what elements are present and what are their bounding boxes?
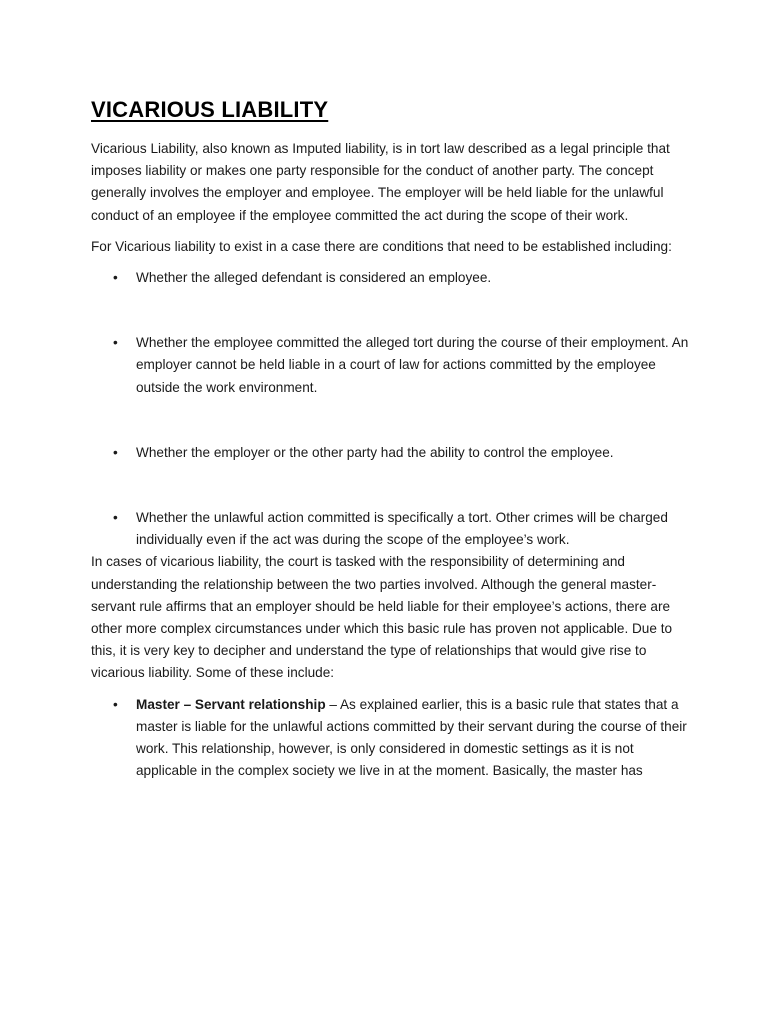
bullet-icon: • xyxy=(113,510,118,526)
bullet-icon: • xyxy=(113,696,118,712)
list-item xyxy=(91,442,691,464)
document-body xyxy=(91,96,691,782)
conditions-intro-paragraph: For Vicarious liability to exist in a case there are conditions that need to be established including: xyxy=(91,238,672,254)
condition-text: Whether the employer or the other party had the ability to control the employee. xyxy=(136,444,614,460)
bullet-icon: • xyxy=(113,270,118,286)
document-title: VICARIOUS LIABILITY xyxy=(91,97,329,122)
condition-text: Whether the employee committed the alleged tort during the course of their employment. An employer cannot be held liable in a court of law for actions committed by the employee outside the work environment. xyxy=(136,335,689,395)
intro-paragraph: Vicarious Liability, also known as Imputed liability, is in tort law described as a legal principle that imposes liability or makes one party responsible for the conduct of another party. The concept generally involves the employer and employee. The employer will be held liable for the unlawful conduct of an employee if the employee committed the act during the scope of their work. xyxy=(91,141,670,223)
bullet-icon: • xyxy=(113,444,118,460)
relationships-paragraph: In cases of vicarious liability, the court is tasked with the responsibility of determining and understanding the relationship between the two parties involved. Although the general master-servant rule affirms that an employer should be held liable for their employee’s actions, there are other more complex circumstances under which this basic rule has proven not applicable. Due to this, it is very key to decipher and understand the type of relationships that would give rise to vicarious liability. Some of these include: xyxy=(91,554,673,681)
condition-text: Whether the unlawful action committed is specifically a tort. Other crimes will be charged individually even if the act was during the scope of the employee’s work. xyxy=(136,510,668,548)
relationship-term: Master – Servant relationship xyxy=(136,696,326,712)
bullet-icon: • xyxy=(113,335,118,351)
relationship-text: – As explained earlier, this is a basic rule that states that a master is liable for the unlawful actions committed by their servant during the course of their work. This relationship, however, is only considered in domestic settings as it is not applicable in the complex society we live in at the moment. Basically, the master has xyxy=(136,696,687,779)
conditions-list xyxy=(91,267,691,551)
list-item xyxy=(91,507,691,551)
condition-text: Whether the alleged defendant is considered an employee. xyxy=(136,270,492,286)
list-item xyxy=(91,267,691,289)
list-item xyxy=(91,332,691,399)
relationships-list xyxy=(91,694,691,783)
list-item xyxy=(91,694,691,783)
